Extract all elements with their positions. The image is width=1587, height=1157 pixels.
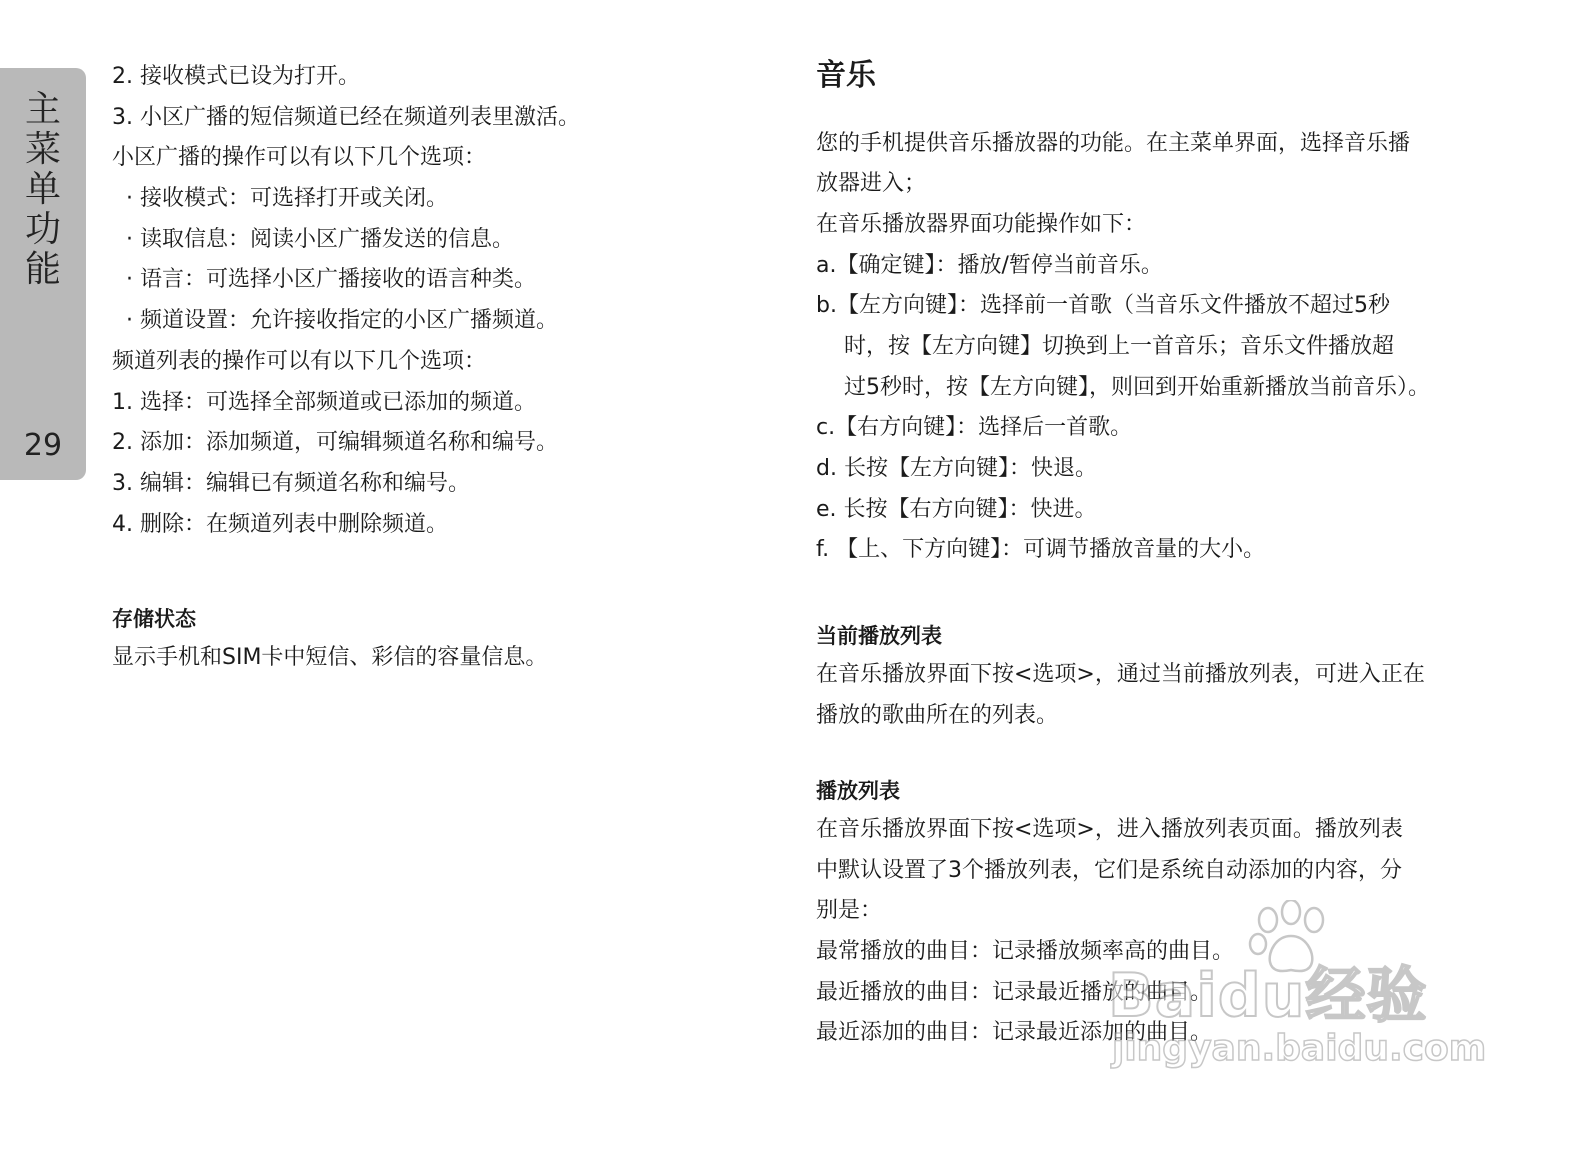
- chapter-side-tab: [0, 68, 86, 480]
- key-item: d. 长按【左方向键】：快退。: [816, 456, 1097, 481]
- text-line: 频道列表的操作可以有以下几个选项：: [112, 349, 487, 374]
- key-item: e. 长按【右方向键】：快进。: [816, 497, 1097, 522]
- chapter-title: 主 菜 单 功 能: [24, 89, 61, 290]
- text-line: 小区广播的操作可以有以下几个选项：: [112, 145, 487, 170]
- section-title: 音乐: [816, 58, 876, 93]
- text-line: 3. 小区广播的短信频道已经在频道列表里激活。: [112, 105, 580, 130]
- bullet-line: · 接收模式：可选择打开或关闭。: [126, 186, 448, 211]
- current-playlist-text: 在音乐播放界面下按<选项>，通过当前播放列表，可进入正在: [816, 662, 1425, 687]
- bullet-line: · 频道设置：允许接收指定的小区广播频道。: [126, 308, 558, 333]
- key-item: f. 【上、下方向键】：可调节播放音量的大小。: [816, 537, 1266, 562]
- storage-heading: 存储状态: [112, 607, 196, 631]
- baidu-watermark: [1108, 900, 1488, 1080]
- bullet-line: · 语言：可选择小区广播接收的语言种类。: [126, 267, 536, 292]
- key-item: a.【确定键】：播放/暂停当前音乐。: [816, 253, 1163, 278]
- current-playlist-heading: 当前播放列表: [816, 624, 942, 648]
- playlist-text: 最常播放的曲目：记录播放频率高的曲目。: [816, 939, 1235, 964]
- text-line: 1. 选择：可选择全部频道或已添加的频道。: [112, 390, 536, 415]
- text-line: 3. 编辑：编辑已有频道名称和编号。: [112, 471, 470, 496]
- key-item-continued: 过5秒时，按【左方向键】，则回到开始重新播放当前音乐）。: [844, 375, 1430, 400]
- watermark-url: jingyan.baidu.com: [1112, 1028, 1487, 1069]
- text-line: 2. 接收模式已设为打开。: [112, 64, 360, 89]
- page-number: 29: [23, 428, 63, 463]
- playlist-text: 在音乐播放界面下按<选项>，进入播放列表页面。播放列表: [816, 817, 1403, 842]
- key-item: c.【右方向键】：选择后一首歌。: [816, 415, 1133, 440]
- storage-text: 显示手机和SIM卡中短信、彩信的容量信息。: [112, 645, 548, 670]
- bullet-line: · 读取信息：阅读小区广播发送的信息。: [126, 227, 514, 252]
- text-line: 2. 添加：添加频道，可编辑频道名称和编号。: [112, 430, 558, 455]
- key-item: b.【左方向键】：选择前一首歌（当音乐文件播放不超过5秒: [816, 293, 1390, 318]
- playlist-text: 中默认设置了3个播放列表，它们是系统自动添加的内容，分: [816, 858, 1402, 883]
- playlist-text: 别是：: [816, 898, 883, 923]
- intro-line: 放器进入；: [816, 171, 927, 196]
- playlist-text: 最近播放的曲目：记录最近播放的曲目。: [816, 980, 1213, 1005]
- current-playlist-text: 播放的歌曲所在的列表。: [816, 703, 1059, 728]
- playlist-heading: 播放列表: [816, 779, 900, 803]
- playlist-text: 最近添加的曲目：记录最近添加的曲目。: [816, 1020, 1213, 1045]
- text-line: 4. 删除：在频道列表中删除频道。: [112, 512, 448, 537]
- intro-line: 您的手机提供音乐播放器的功能。在主菜单界面，选择音乐播: [816, 131, 1411, 156]
- intro-line: 在音乐播放器界面功能操作如下：: [816, 212, 1147, 237]
- key-item-continued: 时，按【左方向键】切换到上一首音乐；音乐文件播放超: [844, 334, 1395, 359]
- watermark-brand: Baidu经验: [1108, 961, 1428, 1031]
